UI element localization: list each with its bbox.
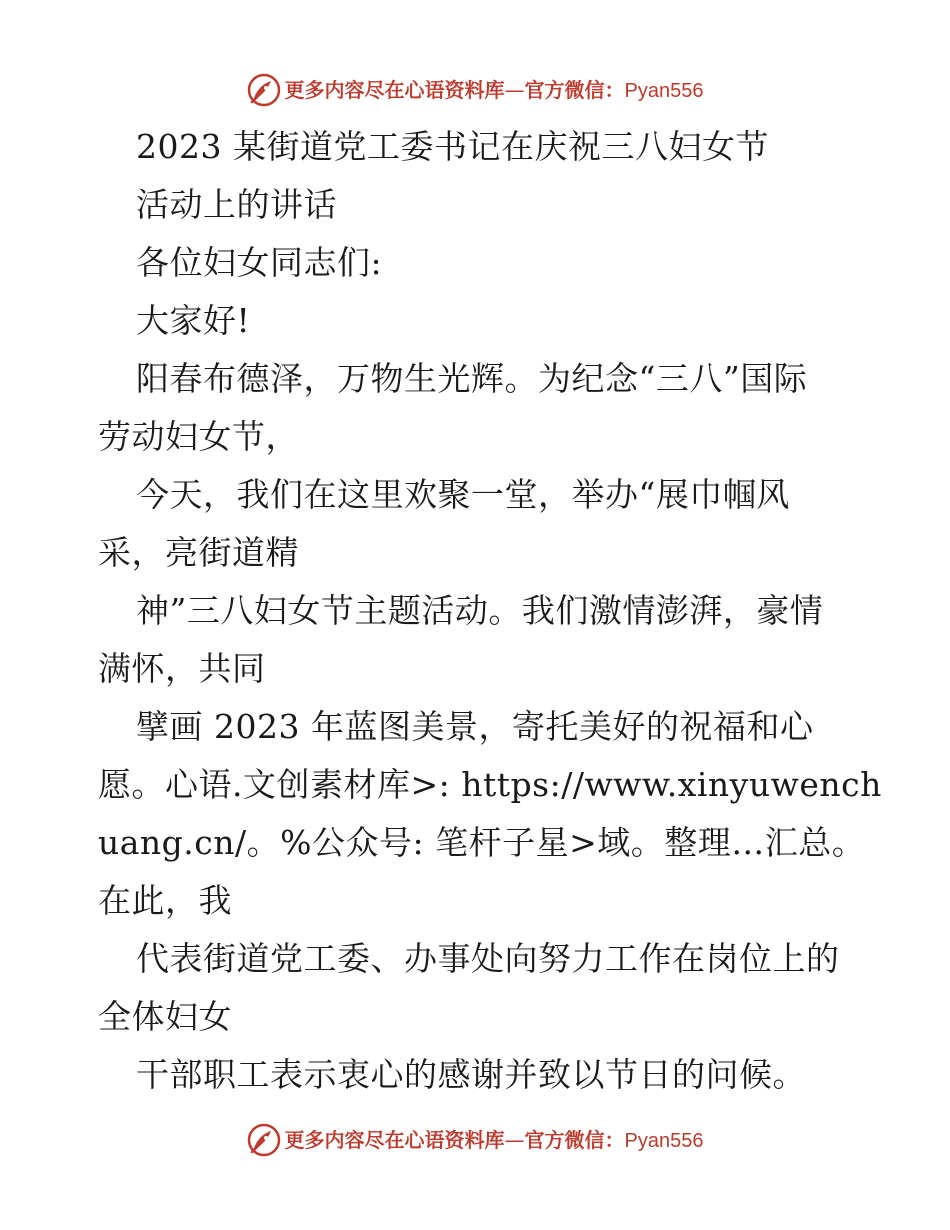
banner-separator: — (504, 1127, 525, 1152)
paragraph-line: 神”三八妇女节主题活动。我们激情澎湃，豪情 (136, 591, 824, 630)
banner-wechat-id: Pyan556 (624, 1129, 704, 1152)
title-line-1: 2023 某街道党工委书记在庆祝三八妇女节 (136, 127, 769, 166)
pen-nib-logo-icon (247, 73, 281, 107)
header-banner (0, 68, 950, 112)
paragraph-line: 阳春布德泽，万物生光辉。为纪念“三八”国际 (136, 359, 808, 398)
paragraph-line: 愿。心语.文创素材库>: https://www.xinyuwench (98, 765, 882, 804)
paragraph-line: 擘画 2023 年蓝图美景，寄托美好的祝福和心 (136, 707, 814, 746)
pen-nib-logo-icon (247, 1123, 281, 1157)
paragraph-line: 全体妇女 (98, 997, 232, 1036)
document-body (98, 118, 882, 1104)
salutation: 各位妇女同志们: (136, 243, 383, 282)
banner-title: 更多内容尽在心语资料库 (284, 77, 505, 102)
paragraph-line: 劳动妇女节， (98, 417, 299, 456)
paragraph-line: 满怀，共同 (98, 649, 266, 688)
banner-separator: — (504, 77, 525, 102)
paragraph-line: 代表街道党工委、办事处向努力工作在岗位上的 (136, 939, 840, 978)
banner-subtitle: 官方微信： (524, 77, 625, 102)
paragraph-line: 干部职工表示衷心的感谢并致以节日的问候。 (136, 1055, 806, 1094)
title-line-2: 活动上的讲话 (136, 185, 337, 224)
greeting: 大家好! (136, 301, 251, 340)
paragraph-line: 在此，我 (98, 881, 232, 920)
banner-wechat-id: Pyan556 (624, 79, 704, 102)
banner-title: 更多内容尽在心语资料库 (284, 1127, 505, 1152)
paragraph-line: 采，亮街道精 (98, 533, 299, 572)
banner-subtitle: 官方微信： (524, 1127, 625, 1152)
footer-banner (0, 1118, 950, 1162)
paragraph-line: 今天，我们在这里欢聚一堂，举办“展巾帼风 (136, 475, 790, 514)
paragraph-line: uang.cn/。%公众号: 笔杆子星>域。整理…汇总。 (98, 823, 866, 862)
